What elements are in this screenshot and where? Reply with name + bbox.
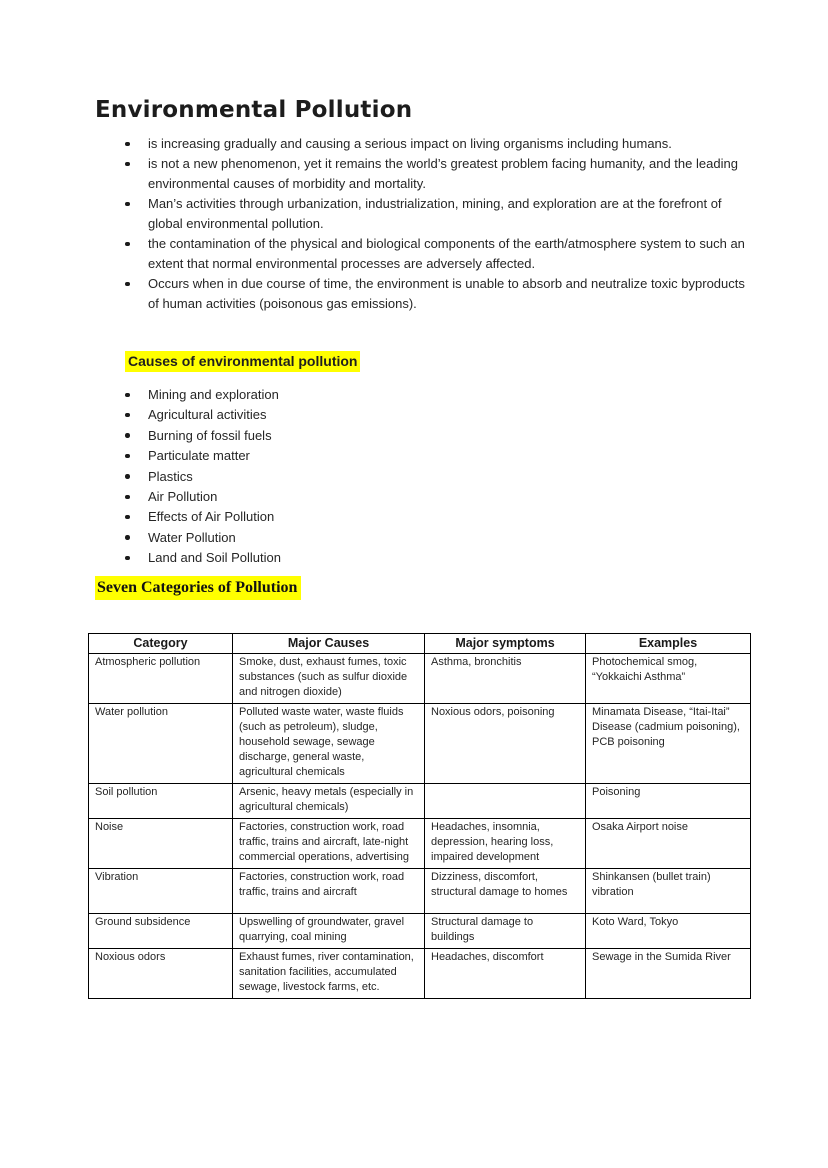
table-row-soil bbox=[89, 783, 751, 818]
doc-title: Environmental Pollution bbox=[95, 97, 413, 123]
intro-bullet-list bbox=[123, 134, 747, 314]
cell-category: Water pollution bbox=[89, 703, 233, 783]
cell-symptoms: Headaches, discomfort bbox=[425, 948, 586, 998]
cell-examples: Sewage in the Sumida River bbox=[586, 948, 751, 998]
table-header-row bbox=[89, 633, 751, 653]
intro-bullet-item: is not a new phenomenon, yet it remains the world’s greatest problem facing humanity, and the leading environmental causes of morbidity and mortality. bbox=[123, 154, 747, 194]
table-row-noise bbox=[89, 818, 751, 868]
cell-symptoms bbox=[425, 783, 586, 818]
categories-section-heading: Seven Categories of Pollution bbox=[95, 576, 301, 600]
cell-examples: Shinkansen (bullet train) vibration bbox=[586, 868, 751, 913]
cell-category: Noise bbox=[89, 818, 233, 868]
cell-category: Noxious odors bbox=[89, 948, 233, 998]
cell-causes: Smoke, dust, exhaust fumes, toxic substances (such as sulfur dioxide and nitrogen dioxide) bbox=[233, 653, 425, 703]
cell-category: Ground subsidence bbox=[89, 913, 233, 948]
document-page bbox=[0, 97, 828, 1168]
cell-symptoms: Dizziness, discomfort, structural damage to homes bbox=[425, 868, 586, 913]
cell-causes: Exhaust fumes, river contamination, sanitation facilities, accumulated sewage, livestock farms, etc. bbox=[233, 948, 425, 998]
causes-bullet-item: Air Pollution bbox=[123, 487, 523, 507]
pollution-categories-table bbox=[88, 633, 751, 999]
cell-category: Vibration bbox=[89, 868, 233, 913]
intro-bullet-item: Occurs when in due course of time, the environment is unable to absorb and neutralize toxic byproducts of human activities (poisonous gas emissions). bbox=[123, 274, 747, 314]
table-row-noxious-odors bbox=[89, 948, 751, 998]
cell-examples: Poisoning bbox=[586, 783, 751, 818]
causes-bullet-item: Water Pollution bbox=[123, 528, 523, 548]
cell-examples: Koto Ward, Tokyo bbox=[586, 913, 751, 948]
cell-symptoms: Noxious odors, poisoning bbox=[425, 703, 586, 783]
cell-category: Atmospheric pollution bbox=[89, 653, 233, 703]
table-row-vibration bbox=[89, 868, 751, 913]
cell-examples: Osaka Airport noise bbox=[586, 818, 751, 868]
intro-bullet-item: the contamination of the physical and biological components of the earth/atmosphere system to such an extent that normal environmental processes are adversely affected. bbox=[123, 234, 747, 274]
cell-causes: Factories, construction work, road traffic, trains and aircraft bbox=[233, 868, 425, 913]
table-row-atmospheric bbox=[89, 653, 751, 703]
cell-symptoms: Asthma, bronchitis bbox=[425, 653, 586, 703]
causes-bullet-list bbox=[123, 385, 523, 569]
header-cell-category: Category bbox=[89, 633, 233, 653]
cell-causes: Polluted waste water, waste fluids (such as petroleum), sludge, household sewage, sewage discharge, general waste, agricultural chemicals bbox=[233, 703, 425, 783]
header-cell-examples: Examples bbox=[586, 633, 751, 653]
causes-bullet-item: Burning of fossil fuels bbox=[123, 426, 523, 446]
categories-heading-wrap bbox=[95, 576, 828, 600]
intro-bullet-item: Man’s activities through urbanization, industrialization, mining, and exploration are at the forefront of global environmental pollution. bbox=[123, 194, 747, 234]
cell-examples: Photochemical smog, “Yokkaichi Asthma” bbox=[586, 653, 751, 703]
causes-bullet-item: Plastics bbox=[123, 467, 523, 487]
causes-section-heading: Causes of environmental pollution bbox=[125, 351, 360, 372]
cell-causes: Factories, construction work, road traffic, trains and aircraft, late-night commercial operations, advertising bbox=[233, 818, 425, 868]
intro-bullet-item: is increasing gradually and causing a serious impact on living organisms including humans. bbox=[123, 134, 747, 154]
causes-bullet-item: Land and Soil Pollution bbox=[123, 548, 523, 568]
causes-bullet-item: Mining and exploration bbox=[123, 385, 523, 405]
causes-bullet-item: Particulate matter bbox=[123, 446, 523, 466]
causes-bullet-item: Agricultural activities bbox=[123, 405, 523, 425]
cell-symptoms: Structural damage to buildings bbox=[425, 913, 586, 948]
cell-causes: Upswelling of groundwater, gravel quarrying, coal mining bbox=[233, 913, 425, 948]
cell-category: Soil pollution bbox=[89, 783, 233, 818]
causes-bullet-item: Effects of Air Pollution bbox=[123, 507, 523, 527]
header-cell-major-causes: Major Causes bbox=[233, 633, 425, 653]
cell-causes: Arsenic, heavy metals (especially in agricultural chemicals) bbox=[233, 783, 425, 818]
header-cell-major-symptoms: Major symptoms bbox=[425, 633, 586, 653]
cell-examples: Minamata Disease, “Itai-Itai” Disease (cadmium poisoning), PCB poisoning bbox=[586, 703, 751, 783]
cell-symptoms: Headaches, insomnia, depression, hearing loss, impaired development bbox=[425, 818, 586, 868]
table-row-ground-subsidence bbox=[89, 913, 751, 948]
table-row-water bbox=[89, 703, 751, 783]
causes-heading-wrap bbox=[125, 351, 828, 372]
